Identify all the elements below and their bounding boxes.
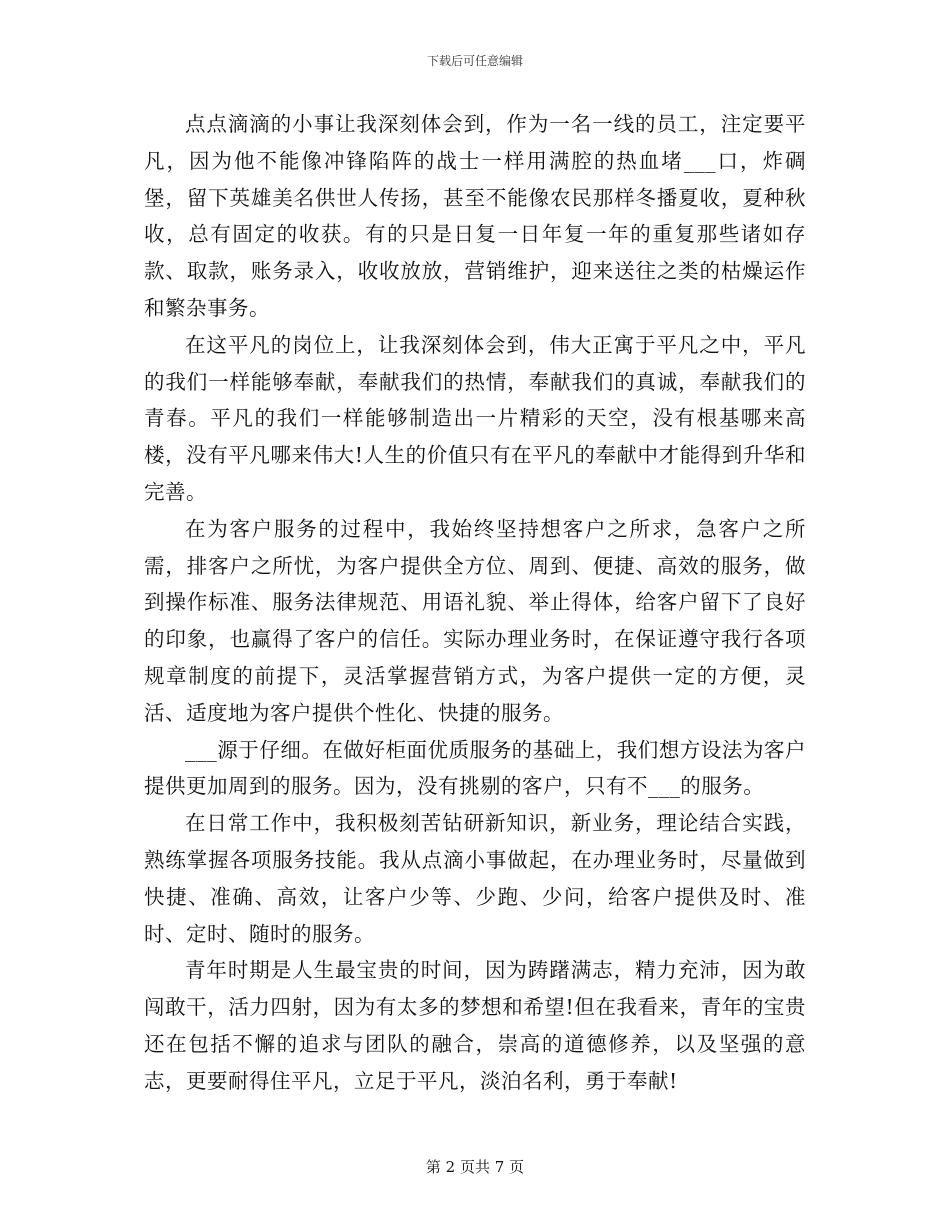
page-number: 第 2 页共 7 页 [425,1158,525,1176]
paragraph: ___源于仔细。在做好柜面优质服务的基础上，我们想方设法为客户提供更加周到的服务。因为，没有挑剔的客户，只有不___的服务。 [144,737,806,799]
paragraph: 在日常工作中，我积极刻苦钻研新知识，新业务，理论结合实践，熟练掌握各项服务技能。我从点滴小事做起，在办理业务时，尽量做到快捷、准确、高效，让客户少等、少跑、少问，给客户提供及时、准时、定时、随时的服务。 [144,811,806,946]
page-header: 下载后可任意编辑 [426,54,523,68]
paragraph: 点点滴滴的小事让我深刻体会到，作为一名一线的员工，注定要平凡，因为他不能像冲锋陷阵的战士一样用满腔的热血堵___口，炸碉堡，留下英雄美名供世人传扬，甚至不能像农民那样冬播夏收，夏种秋收，总有固定的收获。有的只是日复一日年复一年的重复那些诸如存款、取款，账务录入，收收放放，营销维护，迎来送往之类的枯燥运作和繁杂事务。 [144,112,806,320]
paragraph: 在为客户服务的过程中，我始终坚持想客户之所求，急客户之所需，排客户之所忧，为客户提供全方位、周到、便捷、高效的服务，做到操作标准、服务法律规范、用语礼貌、举止得体，给客户留下了良好的印象，也赢得了客户的信任。实际办理业务时，在保证遵守我行各项规章制度的前提下，灵活掌握营销方式，为客户提供一定的方便，灵活、适度地为客户提供个性化、快捷的服务。 [144,516,806,725]
paragraph: 在这平凡的岗位上，让我深刻体会到，伟大正寓于平凡之中，平凡的我们一样能够奉献，奉献我们的热情，奉献我们的真诚，奉献我们的青春。平凡的我们一样能够制造出一片精彩的天空，没有根基哪来高楼，没有平凡哪来伟大!人生的价值只有在平凡的奉献中才能得到升华和完善。 [144,332,806,504]
document-body [144,106,806,1100]
paragraph: 青年时期是人生最宝贵的时间，因为踌躇满志，精力充沛，因为敢闯敢干，活力四射，因为有太多的梦想和希望!但在我看来，青年的宝贵还在包括不懈的追求与团队的融合，崇高的道德修养，以及坚强的意志，更要耐得住平凡，立足于平凡，淡泊名利，勇于奉献! [144,958,806,1093]
